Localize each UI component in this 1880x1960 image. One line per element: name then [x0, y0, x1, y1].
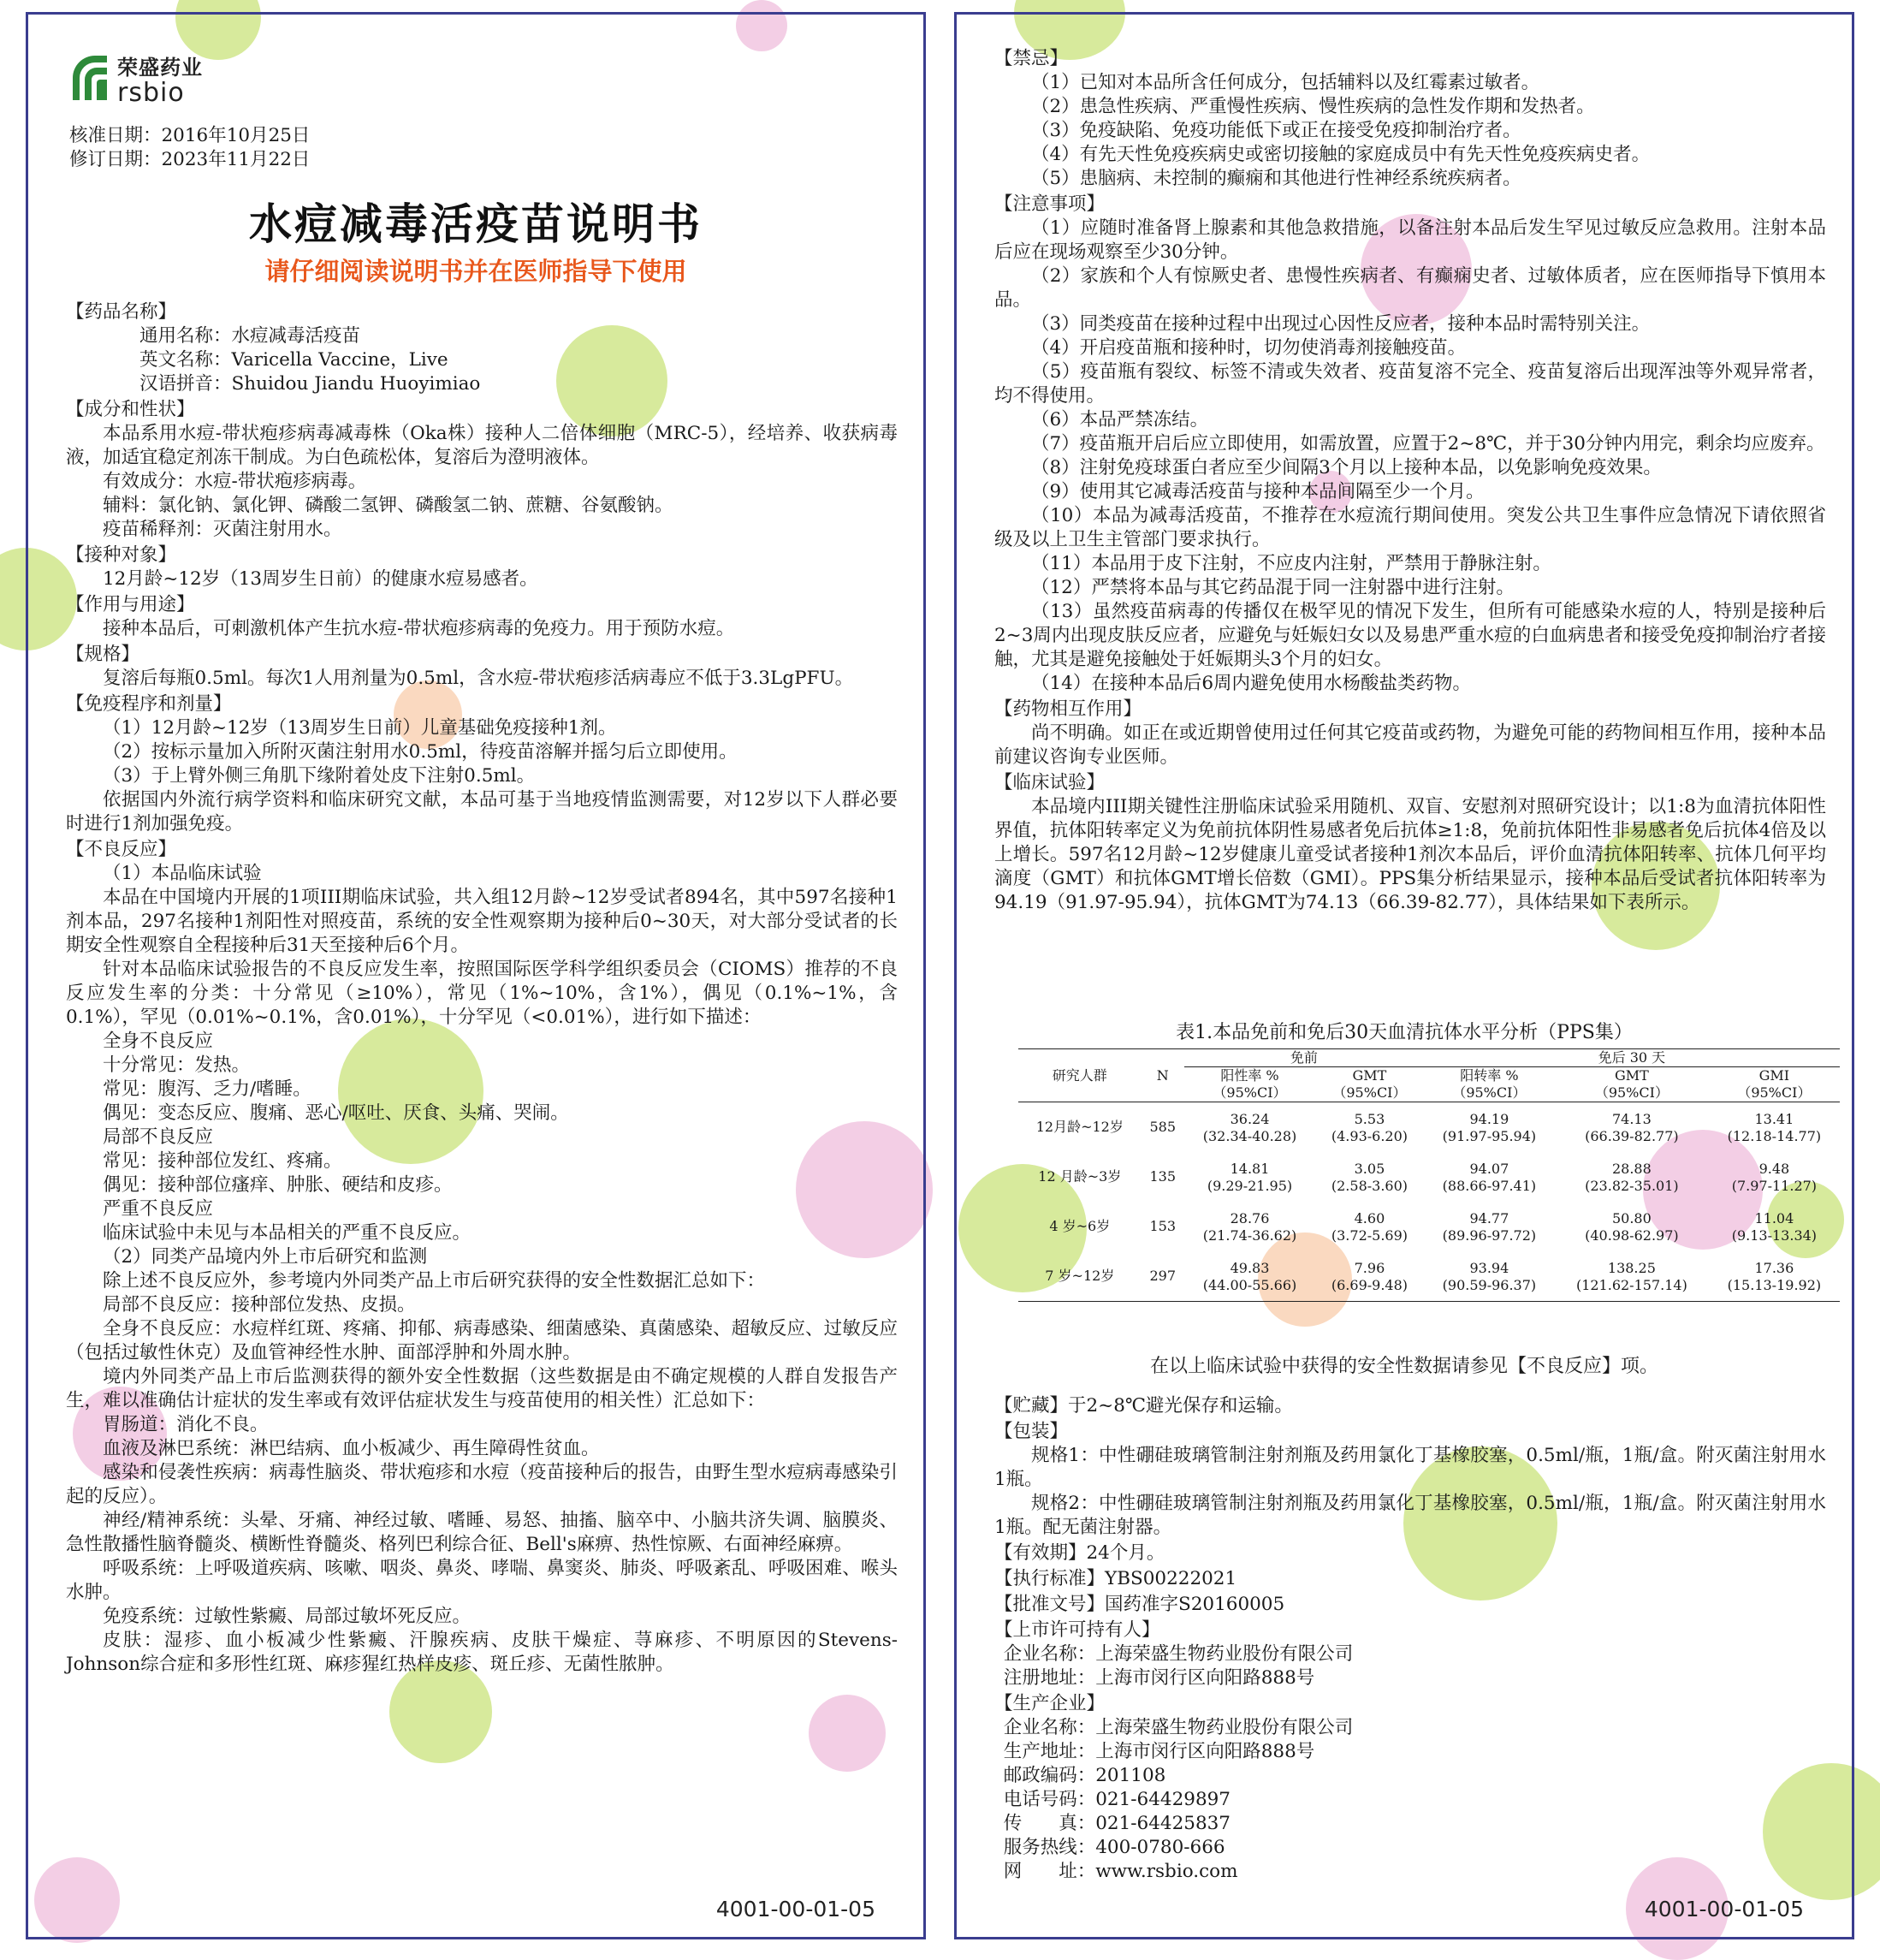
cell-ci: (32.34-40.28): [1202, 1128, 1297, 1144]
body-paragraph: 神经/精神系统：头晕、牙痛、神经过敏、嗜睡、易怒、抽搐、脑卒中、小脑共济失调、脑膜炎、急性散播性脑脊髓炎、横断性脊髓炎、格列巴利综合征、Bell's麻痹、热性惊厥、右面神经麻痹。: [66, 1510, 898, 1555]
cell-n: 153: [1149, 1218, 1177, 1234]
results-table: [1018, 1048, 1840, 1302]
doc-code-left: 4001-00-01-05: [715, 1897, 875, 1921]
th-gmi: GMI: [1758, 1067, 1790, 1084]
th-post: 免后 30 天: [1424, 1049, 1840, 1067]
body-paragraph: 皮肤：湿疹、血小板减少性紫癜、汗腺疾病、皮肤干燥症、荨麻疹、不明原因的Stevens-Johnson综合症和多形性红斑、麻疹猩红热样皮疹、斑丘疹、无菌性脓肿。: [66, 1630, 898, 1675]
body-paragraph: 网 址：www.rsbio.com: [1003, 1861, 1238, 1882]
body-paragraph: （5）疫苗瓶有裂纹、标签不清或失效者、疫苗复溶不完全、疫苗复溶后出现浑浊等外观异常者，均不得使用。: [994, 361, 1826, 407]
cell-value: 49.83: [1230, 1260, 1270, 1276]
revise-date: 修订日期：2023年11月22日: [69, 149, 311, 170]
cell-value: 4.60: [1354, 1210, 1385, 1226]
body-paragraph: 本品系用水痘-带状疱疹病毒减毒株（Oka株）接种人二倍体细胞（MRC-5），经培养、收获病毒液，加适宜稳定剂冻干制成。为白色疏松体，复溶后为澄明液体。: [66, 423, 898, 468]
body-paragraph: （3）同类疫苗在接种过程中出现过心因性反应者，接种本品时需特别关注。: [1031, 313, 1651, 335]
section-heading: 【执行标准】YBS00222021: [994, 1568, 1237, 1589]
body-paragraph: 针对本品临床试验报告的不良反应发生率，按照国际医学科学组织委员会（CIOMS）推荐的不良反应发生率的分类：十分常见（≥10%），常见（1%~10%，含1%），偶见（0.1%~1%，含0.1%），罕见（0.01%~0.1%，含0.01%），十分罕见（<0.01%），进行如下描述：: [66, 959, 898, 1028]
body-paragraph: （1）应随时准备肾上腺素和其他急救措施，以备注射本品后发生罕见过敏反应急救用。注射本品后应在现场观察至少30分钟。: [994, 217, 1826, 263]
body-paragraph: （11）本品用于皮下注射，不应皮内注射，严禁用于静脉注射。: [1031, 553, 1551, 574]
body-paragraph: （12）严禁将本品与其它药品混于同一注射器中进行注射。: [1031, 577, 1515, 598]
right-bottom-body: [994, 1393, 1826, 1884]
cell-group: 12 月龄~3岁: [1038, 1168, 1122, 1185]
cell-ci: (88.66-97.41): [1442, 1178, 1537, 1194]
table-row: [1018, 1152, 1840, 1178]
th-group: 研究人群: [1052, 1066, 1107, 1084]
th-ci: （95%CI）: [1332, 1084, 1407, 1101]
body-paragraph: （13）虽然疫苗病毒的传播仅在极罕见的情况下发生，但所有可能感染水痘的人，特别是接种后2~3周内出现皮肤反应者，应避免与妊娠妇女以及易患严重水痘的白血病患者和接受免疫抑制治疗者接触，尤其是避免接触处于妊娠期头3个月的妇女。: [994, 601, 1826, 670]
cell-ci: (89.96-97.72): [1442, 1227, 1537, 1244]
cell-value: 94.07: [1469, 1161, 1509, 1177]
body-paragraph: （5）患脑病、未控制的癫痫和其他进行性神经系统疾病者。: [1031, 168, 1521, 189]
section-heading: 【不良反应】: [66, 839, 177, 860]
body-paragraph: （7）疫苗瓶开启后应立即使用，如需放置，应置于2~8℃，并于30分钟内用完，剩余均应废弃。: [1031, 433, 1825, 454]
cell-value: 138.25: [1607, 1260, 1656, 1276]
body-paragraph: （2）按标示量加入所附灭菌注射用水0.5ml，待疫苗溶解并摇匀后立即使用。: [103, 741, 738, 763]
body-paragraph: （3）免疫缺陷、免疫功能低下或正在接受免疫抑制治疗者。: [1031, 120, 1521, 141]
section-heading: 【成分和性状】: [66, 399, 195, 420]
th-pos: 阳性率 %: [1220, 1067, 1279, 1084]
body-paragraph: （2）同类产品境内外上市后研究和监测: [103, 1246, 428, 1268]
body-paragraph: （4）有先天性免疫疾病史或密切接触的家庭成员中有先天性免疫疾病史者。: [1031, 144, 1651, 165]
body-paragraph: 汉语拼音：Shuidou Jiandu Huoyimiao: [139, 373, 481, 395]
body-paragraph: 通用名称：水痘减毒活疫苗: [139, 325, 361, 347]
body-paragraph: 感染和侵袭性疾病：病毒性脑炎、带状疱疹和水痘（疫苗接种后的报告，由野生型水痘病毒感染引起的反应）。: [66, 1462, 898, 1507]
cell-value: 7.96: [1354, 1260, 1385, 1276]
body-paragraph: （10）本品为减毒活疫苗，不推荐在水痘流行期间使用。突发公共卫生事件应急情况下请依照省级及以上卫生主管部门要求执行。: [994, 505, 1826, 550]
section-heading: 【作用与用途】: [66, 594, 195, 615]
cell-ci: (9.29-21.95): [1207, 1178, 1293, 1194]
cell-value: 13.41: [1754, 1111, 1794, 1127]
body-paragraph: 疫苗稀释剂：灭菌注射用水。: [103, 519, 342, 540]
body-paragraph: 严重不良反应: [103, 1198, 214, 1220]
approve-date: 核准日期：2016年10月25日: [69, 125, 311, 146]
section-heading: 【有效期】24个月。: [994, 1542, 1165, 1564]
body-paragraph: 注册地址：上海市闵行区向阳路888号: [1003, 1667, 1315, 1689]
cell-group: 7 岁~12岁: [1045, 1268, 1115, 1284]
cell-value: 17.36: [1754, 1260, 1794, 1276]
section-heading: 【药物相互作用】: [994, 698, 1142, 720]
cell-value: 94.19: [1469, 1111, 1509, 1127]
page-title: 水痘减毒活疫苗说明书: [249, 199, 703, 249]
right-panel: [954, 12, 1854, 1939]
body-paragraph: 血液及淋巴系统：淋巴结病、血小板减少、再生障碍性贫血。: [103, 1438, 600, 1459]
left-body: [66, 299, 898, 1677]
section-heading: 【临床试验】: [994, 772, 1106, 793]
body-paragraph: 偶见：接种部位瘙痒、肿胀、硬结和皮疹。: [103, 1174, 453, 1196]
th-gmt: GMT: [1352, 1067, 1387, 1084]
body-paragraph: 有效成分：水痘-带状疱疹病毒。: [103, 471, 367, 492]
th-ci: （95%CI）: [1594, 1084, 1669, 1101]
body-paragraph: 尚不明确。如正在或近期曾使用过任何其它疫苗或药物，为避免可能的药物间相互作用，接种本品前建议咨询专业医师。: [994, 722, 1826, 768]
cell-value: 14.81: [1230, 1161, 1270, 1177]
doc-code-right: 4001-00-01-05: [1644, 1897, 1804, 1921]
table-note: 在以上临床试验中获得的安全性数据请参见【不良反应】项。: [1149, 1356, 1658, 1377]
body-paragraph: 除上述不良反应外，参考境内外同类产品上市后研究获得的安全性数据汇总如下：: [103, 1270, 766, 1292]
body-paragraph: 服务热线：400-0780-666: [1003, 1837, 1225, 1858]
body-paragraph: 12月龄~12岁（13周岁生日前）的健康水痘易感者。: [103, 568, 538, 590]
th-n: N: [1156, 1066, 1169, 1084]
cell-ci: (23.82-35.01): [1585, 1178, 1679, 1194]
cell-ci: (21.74-36.62): [1202, 1227, 1297, 1244]
body-paragraph: 复溶后每瓶0.5ml。每次1人用剂量为0.5ml，含水痘-带状疱疹活病毒应不低于3.3LgPFU。: [103, 668, 854, 689]
left-panel: [26, 12, 926, 1939]
cell-ci: (9.13-13.34): [1731, 1227, 1818, 1244]
th-ci: （95%CI）: [1213, 1084, 1287, 1101]
cell-value: 50.80: [1611, 1210, 1652, 1226]
cell-value: 11.04: [1754, 1210, 1794, 1226]
cell-n: 585: [1149, 1119, 1177, 1135]
body-paragraph: 依据国内外流行病学资料和临床研究文献，本品可基于当地疫情监测需要，对12岁以下人群必要时进行1剂加强免疫。: [66, 789, 898, 834]
section-heading: 【贮藏】于2~8℃避光保存和运输。: [994, 1395, 1293, 1417]
body-paragraph: 全身不良反应: [103, 1030, 214, 1052]
cell-value: 3.05: [1354, 1161, 1385, 1177]
body-paragraph: （2）家族和个人有惊厥史者、患慢性疾病者、有癫痫史者、过敏体质者，应在医师指导下慎用本品。: [994, 265, 1826, 311]
logo-en-text: rsbio: [117, 78, 185, 108]
company-logo: [69, 49, 240, 109]
body-paragraph: 胃肠道：消化不良。: [103, 1414, 269, 1435]
body-paragraph: 免疫系统：过敏性紫癜、局部过敏坏死反应。: [103, 1606, 471, 1627]
cell-ci: (6.69-9.48): [1331, 1277, 1409, 1293]
cell-value: 5.53: [1354, 1111, 1385, 1127]
cell-value: 28.88: [1611, 1161, 1652, 1177]
body-paragraph: 临床试验中未见与本品相关的严重不良反应。: [103, 1222, 471, 1244]
cell-ci: (7.97-11.27): [1731, 1178, 1818, 1194]
dates-block: [69, 124, 310, 172]
cell-value: 74.13: [1611, 1111, 1652, 1127]
body-paragraph: 辅料：氯化钠、氯化钾、磷酸二氢钾、磷酸氢二钠、蔗糖、谷氨酸钠。: [103, 495, 673, 516]
table-row: [1018, 1202, 1840, 1227]
table-caption: 表1.本品免前和免后30天血清抗体水平分析（PPS集）: [1176, 1022, 1633, 1043]
body-paragraph: 规格2：中性硼硅玻璃管制注射剂瓶及药用氯化丁基橡胶塞，0.5ml/瓶，1瓶/盒。附灭菌注射用水1瓶。配无菌注射器。: [994, 1493, 1826, 1538]
body-paragraph: 呼吸系统：上呼吸道疾病、咳嗽、咽炎、鼻炎、哮喘、鼻窦炎、肺炎、呼吸紊乱、呼吸困难、喉头水肿。: [66, 1558, 898, 1603]
cell-ci: (44.00-55.66): [1202, 1277, 1297, 1293]
body-paragraph: （14）在接种本品后6周内避免使用水杨酸盐类药物。: [1031, 673, 1472, 694]
body-paragraph: （1）12月龄~12岁（13周岁生日前）儿童基础免疫接种1剂。: [103, 717, 617, 739]
body-paragraph: 规格1：中性硼硅玻璃管制注射剂瓶及药用氯化丁基橡胶塞，0.5ml/瓶，1瓶/盒。附灭菌注射用水1瓶。: [994, 1445, 1826, 1490]
body-paragraph: （2）患急性疾病、严重慢性疾病、慢性疾病的急性发作期和发热者。: [1031, 96, 1595, 117]
th-ci: （95%CI）: [1737, 1084, 1812, 1101]
section-heading: 【注意事项】: [994, 193, 1106, 215]
body-paragraph: （3）于上臂外侧三角肌下缘附着处皮下注射0.5ml。: [103, 765, 536, 787]
cell-ci: (121.62-157.14): [1575, 1277, 1687, 1293]
cell-ci: (4.93-6.20): [1331, 1128, 1409, 1144]
body-paragraph: （9）使用其它减毒活疫苗与接种本品间隔至少一个月。: [1031, 481, 1485, 502]
cell-value: 9.48: [1758, 1161, 1790, 1177]
section-heading: 【批准文号】国药准字S20160005: [994, 1594, 1285, 1615]
body-paragraph: 局部不良反应：接种部位发热、皮损。: [103, 1294, 416, 1316]
cell-ci: (2.58-3.60): [1331, 1178, 1409, 1194]
cell-n: 297: [1149, 1268, 1177, 1284]
body-paragraph: （1）本品临床试验: [103, 863, 262, 884]
cell-ci: (91.97-95.94): [1442, 1128, 1537, 1144]
body-paragraph: 生产地址：上海市闵行区向阳路888号: [1003, 1741, 1315, 1762]
th-gmt2: GMT: [1614, 1067, 1649, 1084]
body-paragraph: 偶见：变态反应、腹痛、恶心/呕吐、厌食、头痛、哭闹。: [103, 1102, 569, 1124]
cell-value: 94.77: [1469, 1210, 1509, 1226]
body-paragraph: 电话号码：021-64429897: [1003, 1789, 1231, 1810]
cell-group: 12月龄~12岁: [1035, 1119, 1124, 1135]
section-heading: 【免疫程序和剂量】: [66, 693, 232, 715]
body-paragraph: （1）已知对本品所含任何成分，包括辅料以及红霉素过敏者。: [1031, 72, 1540, 93]
cell-value: 36.24: [1230, 1111, 1270, 1127]
body-paragraph: 常见：腹泻、乏力/嗜睡。: [103, 1078, 311, 1100]
body-paragraph: 传 真：021-64425837: [1003, 1813, 1231, 1834]
body-paragraph: 企业名称：上海荣盛生物药业股份有限公司: [1003, 1643, 1354, 1665]
section-heading: 【规格】: [66, 644, 140, 665]
body-paragraph: 境内外同类产品上市后监测获得的额外安全性数据（这些数据是由不确定规模的人群自发报告产生，难以准确估计症状的发生率或有效评估症状发生与疫苗使用的相关性）汇总如下：: [66, 1366, 898, 1411]
table-body: [1018, 1102, 1840, 1302]
body-paragraph: 全身不良反应：水痘样红斑、疼痛、抑郁、病毒感染、细菌感染、真菌感染、超敏反应、过敏反应（包括过敏性休克）及血管神经性水肿、面部浮肿和外周水肿。: [66, 1318, 898, 1363]
cell-value: 28.76: [1230, 1210, 1270, 1226]
cell-value: 93.94: [1469, 1260, 1509, 1276]
th-conv: 阳转率 %: [1460, 1067, 1519, 1084]
body-paragraph: （4）开启疫苗瓶和接种时，切勿使消毒剂接触疫苗。: [1031, 337, 1467, 359]
cell-ci: (90.59-96.37): [1442, 1277, 1537, 1293]
body-paragraph: 接种本品后，可刺激机体产生抗水痘-带状疱疹病毒的免疫力。用于预防水痘。: [103, 618, 735, 639]
cell-ci: (12.18-14.77): [1727, 1128, 1822, 1144]
body-paragraph: （6）本品严禁冻结。: [1031, 409, 1209, 431]
table-row: [1018, 1102, 1840, 1129]
logo-cn-text: 荣盛药业: [117, 56, 203, 80]
cell-n: 135: [1149, 1168, 1177, 1185]
section-heading: 【接种对象】: [66, 544, 177, 566]
cell-ci: (15.13-19.92): [1727, 1277, 1822, 1293]
section-heading: 【包装】: [994, 1421, 1069, 1442]
table-row: [1018, 1251, 1840, 1277]
cell-ci: (66.39-82.77): [1585, 1128, 1679, 1144]
body-paragraph: 本品境内III期关键性注册临床试验采用随机、双盲、安慰剂对照研究设计；以1:8为血清抗体阳性界值，抗体阳转率定义为免前抗体阴性易感者免后抗体≥1:8，免前抗体阳性非易感者免后抗体4倍及以上增长。597名12月龄~12岁健康儿童受试者接种1剂次本品后，评价血清抗体阳转率、抗体几何平均滴度（GMT）和抗体GMT增长倍数（GMI）。PPS集分析结果显示，接种本品后受试者抗体阳转率为94.19（91.97-95.94），抗体GMT为74.13（66.39-82.77），具体结果如下表所示。: [994, 796, 1826, 913]
body-paragraph: 十分常见：发热。: [103, 1054, 251, 1076]
body-paragraph: 本品在中国境内开展的1项III期临床试验，共入组12月龄~12岁受试者894名，其中597名接种1剂本品，297名接种1剂阳性对照疫苗，系统的安全性观察期为接种后0~30天，对大部分受试者的长期安全性观察自全程接种后31天至接种后6个月。: [66, 887, 898, 956]
right-top-body: [994, 45, 1826, 915]
body-paragraph: 常见：接种部位发红、疼痛。: [103, 1150, 342, 1172]
section-heading: 【上市许可持有人】: [994, 1619, 1160, 1641]
body-paragraph: 英文名称：Varicella Vaccine，Live: [139, 349, 448, 371]
th-ci: （95%CI）: [1452, 1084, 1527, 1101]
cell-ci: (40.98-62.97): [1585, 1227, 1679, 1244]
section-heading: 【药品名称】: [66, 301, 177, 323]
cell-ci: (3.72-5.69): [1331, 1227, 1409, 1244]
logo-mark-icon: [69, 52, 110, 100]
body-paragraph: 局部不良反应: [103, 1126, 214, 1148]
cell-group: 4 岁~6岁: [1049, 1218, 1111, 1234]
body-paragraph: （8）注射免疫球蛋白者应至少间隔3个月以上接种本品，以免影响免疫效果。: [1031, 457, 1662, 478]
page-subtitle: 请仔细阅读说明书并在医师指导下使用: [264, 257, 687, 286]
body-paragraph: 邮政编码：201108: [1003, 1765, 1166, 1786]
section-heading: 【禁忌】: [994, 48, 1069, 69]
th-pre: 免前: [1184, 1049, 1424, 1067]
section-heading: 【生产企业】: [994, 1693, 1106, 1714]
body-paragraph: 企业名称：上海荣盛生物药业股份有限公司: [1003, 1717, 1354, 1738]
